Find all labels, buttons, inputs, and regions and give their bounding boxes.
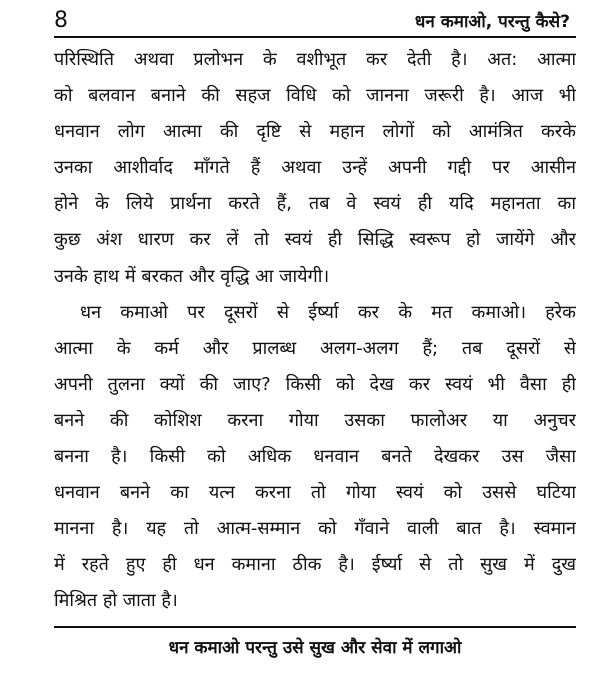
text-line: मानना है। यह तो आत्म-सम्मान को गँवाने वाली बात है। स्वमान	[54, 518, 576, 540]
body-text	[54, 42, 576, 620]
header-rule	[54, 36, 576, 38]
page-number: 8	[54, 8, 68, 33]
text-line: उनका आशीर्वाद माँगते हैं अथवा उन्हें अपनी गद्दी पर आसीन	[54, 157, 576, 179]
text-line: उनके हाथ में बरकत और वृद्धि आ जायेगी।	[54, 265, 330, 287]
page-footer: धन कमाओ परन्तु उसे सुख और सेवा में लगाओ	[168, 638, 462, 658]
text-line: को बलवान बनाने की सहज विधि को जानना जरूरी है। आज भी	[54, 85, 576, 107]
text-line: बनने की कोशिश करना गोया उसका फालोअर या अनुचर	[54, 409, 576, 431]
text-line: अपनी तुलना क्यों की जाए? किसी को देख कर स्वयं भी वैसा ही	[54, 373, 576, 395]
text-line: धनवान लोग आत्मा की दृष्टि से महान लोगों को आमंत्रित करके	[54, 121, 576, 143]
text-line: धनवान बनने का यत्न करना तो गोया स्वयं को उससे घटिया	[54, 482, 576, 504]
text-line: आत्मा के कर्म और प्रालब्ध अलग-अलग हैं; तब दूसरों से	[54, 337, 576, 359]
text-line: बनना है। किसी को अधिक धनवान बनते देखकर उस जैसा	[54, 446, 576, 468]
text-line: में रहते हुए ही धन कमाना ठीक है। ईर्ष्या से तो सुख में दुख	[54, 554, 576, 576]
text-line: परिस्थिति अथवा प्रलोभन के वशीभूत कर देती है। अत: आत्मा	[54, 49, 576, 70]
text-line: कुछ अंश धारण कर लें तो स्वयं ही सिद्धि स्वरूप हो जायेंगे और	[54, 229, 576, 251]
text-line: मिश्रित हो जाता है।	[54, 590, 178, 612]
page-header	[54, 6, 570, 36]
running-title: धन कमाओ, परन्तु कैसे?	[414, 12, 570, 32]
footer-rule	[54, 626, 576, 628]
text-line-paragraph-start: धन कमाओ पर दूसरों से ईर्ष्या कर के मत कमाओ। हरेक	[80, 301, 576, 323]
text-line: होने के लिये प्रार्थना करते हैं, तब वे स्वयं ही यदि महानता का	[54, 193, 576, 215]
